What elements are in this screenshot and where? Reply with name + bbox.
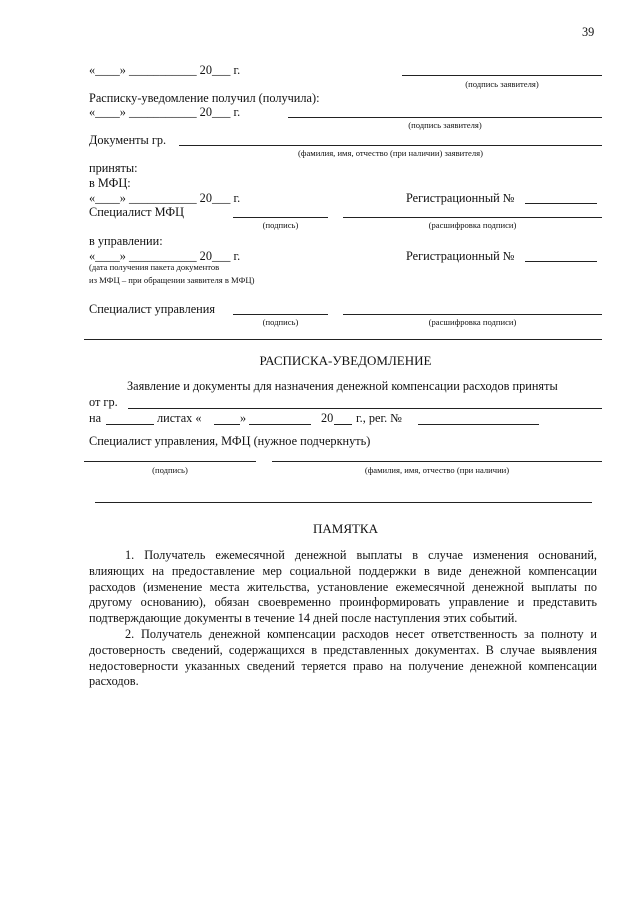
date-note: из МФЦ – при обращении заявителя в МФЦ): [89, 275, 255, 285]
signature-line: [84, 461, 256, 462]
date-line: «____» ___________ 20___ г.: [89, 191, 241, 205]
registration-number-line: [525, 203, 597, 204]
signature-caption: (подпись): [152, 465, 188, 475]
signature-caption: (подпись): [262, 220, 299, 230]
full-name-line: [272, 461, 602, 462]
full-name-caption: (фамилия, имя, отчество (при наличии): [364, 465, 510, 475]
separator-line: [84, 339, 602, 340]
accepted-label: приняты:: [89, 161, 138, 175]
date-line: «____» ___________ 20___ г.: [89, 63, 241, 77]
memo-paragraph-1: 1. Получатель ежемесячной денежной выплаты в случае изменения оснований, влияющих на предоставление мер социальной поддержки в виде денежной компенсации расходов (изменение места жительства, установление ежемесячной денежной выплаты по другому основанию), обязан своевременно проинформировать управление и представить подтверждающие документы в течение 14 дней после наступления этих событий.: [89, 548, 597, 626]
signature-decode-line: [343, 217, 602, 218]
documents-name-line: [179, 145, 602, 146]
year-line: [334, 424, 352, 425]
month-line: [249, 424, 311, 425]
date-line: «____» ___________ 20___ г.: [89, 105, 241, 119]
page-number: 39: [582, 25, 595, 39]
applicant-signature-line: [288, 117, 602, 118]
mfc-specialist-label: Специалист МФЦ: [89, 205, 184, 219]
registration-number-label: Регистрационный №: [406, 249, 515, 263]
applicant-signature-line: [402, 75, 602, 76]
blank-line: [95, 502, 592, 503]
memo-body: [89, 548, 597, 690]
sheets-count-line: [106, 424, 154, 425]
mfc-label: в МФЦ:: [89, 176, 131, 190]
signature-caption: (подпись): [262, 317, 299, 327]
registration-label: г., рег. №: [356, 411, 403, 425]
sheets-label: листах «: [157, 411, 202, 425]
signature-decode-caption: (расшифровка подписи): [428, 220, 517, 230]
receipt-received-label: Расписку-уведомление получил (получила):: [89, 91, 320, 105]
receipt-intro: Заявление и документы для назначения денежной компенсации расходов приняты: [127, 379, 558, 393]
applicant-signature-caption: (подпись заявителя): [408, 120, 482, 130]
signature-decode-caption: (расшифровка подписи): [428, 317, 517, 327]
day-line: [214, 424, 240, 425]
signature-line: [233, 217, 328, 218]
registration-number-line: [525, 261, 597, 262]
department-label: в управлении:: [89, 234, 163, 248]
date-note: (дата получения пакета документов: [89, 262, 220, 272]
registration-number-label: Регистрационный №: [406, 191, 515, 205]
department-specialist-label: Специалист управления: [89, 302, 215, 316]
receipt-name-line: [128, 408, 602, 409]
quote-close: »: [240, 411, 247, 425]
registration-number-line: [418, 424, 539, 425]
memo-paragraph-2: 2. Получатель денежной компенсации расходов несет ответственность за полноту и достоверность сведений, содержащихся в представленных документах. В случае выявления недостоверности указанных сведений теряется право на получение денежной компенсации расходов.: [89, 626, 597, 689]
documents-name-caption: (фамилия, имя, отчество (при наличии) заявителя): [298, 148, 483, 158]
applicant-signature-caption: (подпись заявителя): [465, 79, 539, 89]
signature-line: [233, 314, 328, 315]
receipt-specialist-label: Специалист управления, МФЦ (нужное подчеркнуть): [89, 434, 371, 448]
receipt-on-label: на: [89, 411, 102, 425]
memo-title: ПАМЯТКА: [312, 521, 378, 536]
signature-decode-line: [343, 314, 602, 315]
date-line: «____» ___________ 20___ г.: [89, 249, 241, 263]
receipt-title: РАСПИСКА-УВЕДОМЛЕНИЕ: [259, 353, 432, 368]
year-prefix: 20: [321, 411, 334, 425]
documents-label: Документы гр.: [89, 133, 167, 147]
receipt-from-label: от гр.: [89, 395, 118, 409]
